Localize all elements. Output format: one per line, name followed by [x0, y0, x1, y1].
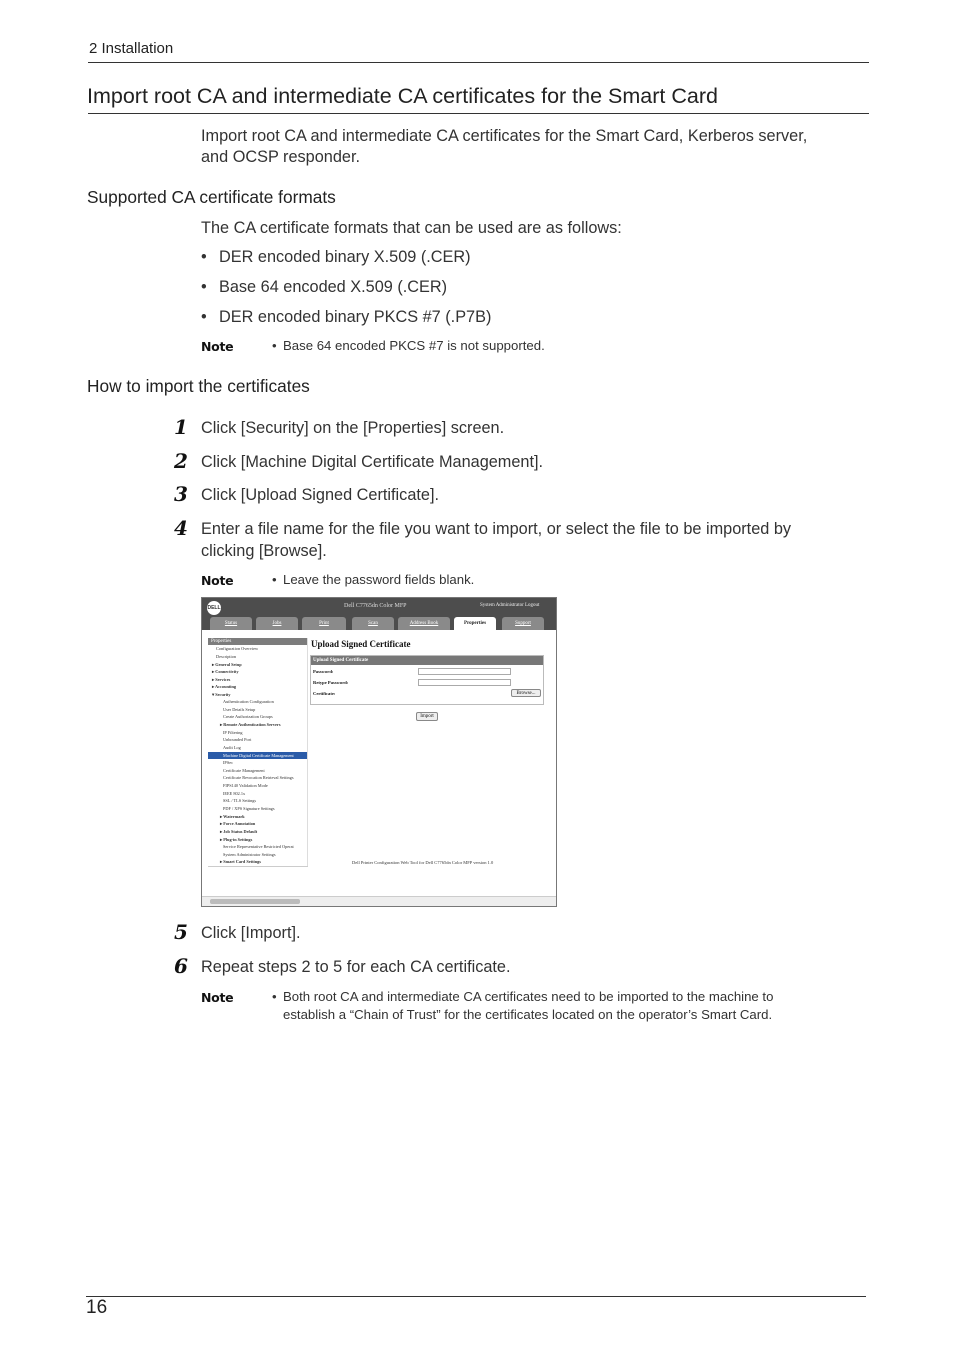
tab-status[interactable]: Status — [210, 617, 252, 630]
step-text: Click [Upload Signed Certificate]. — [201, 486, 439, 504]
note-text — [272, 988, 774, 1006]
note-text-label: Base 64 encoded PKCS #7 is not supported. — [283, 338, 545, 353]
formats-heading: Supported CA certificate formats — [87, 187, 336, 207]
note-text — [272, 571, 475, 589]
step-text: Click [Import]. — [201, 924, 301, 942]
sidebar-divider — [208, 866, 308, 867]
sidebar-item[interactable]: ▸ Job Status Default — [220, 829, 258, 834]
sidebar-item[interactable]: ▸ Accounting — [212, 684, 237, 689]
screenshot — [201, 597, 557, 907]
note-text-label: Both root CA and intermediate CA certificates need to be imported to the machine to — [283, 989, 774, 1004]
footer-rule — [86, 1296, 866, 1297]
sidebar-item[interactable]: Certificate Revocation Retrieval Settings — [223, 775, 294, 780]
sidebar-item[interactable]: Audit Log — [223, 745, 241, 750]
import-button[interactable]: Import — [416, 712, 438, 721]
bullet-icon: • — [201, 248, 207, 266]
sidebar-item[interactable]: Certificate Management — [223, 768, 265, 773]
note-text-cont: establish a “Chain of Trust” for the certificates located on the operator’s Smart Card. — [283, 1007, 773, 1022]
sidebar-item[interactable]: Service Representative Restricted Operat — [223, 844, 294, 849]
sidebar-item-label: General Setup — [215, 662, 242, 667]
bullet-icon: • — [272, 572, 277, 587]
sidebar-item[interactable]: ▸ General Setup — [212, 662, 242, 667]
tab-properties[interactable]: Properties — [454, 617, 496, 630]
chapter-header: 2 Installation — [89, 40, 174, 57]
tab-address-book[interactable]: Address Book — [398, 617, 450, 630]
sidebar-item-label: Force Annotation — [223, 821, 256, 826]
formats-intro: The CA certificate formats that can be used are as follows: — [201, 219, 622, 237]
sidebar-item[interactable]: ▸ Force Annotation — [220, 821, 256, 826]
howto-heading: How to import the certificates — [87, 376, 310, 396]
note-label: Note — [201, 990, 234, 1005]
password-label: Password: — [313, 669, 334, 674]
step-number: 1 — [174, 415, 188, 439]
bullet-icon: • — [201, 308, 207, 326]
password-field[interactable] — [418, 668, 511, 675]
format-item — [201, 278, 448, 297]
section-title: Import root CA and intermediate CA certificates for the Smart Card — [87, 84, 718, 108]
sidebar-item[interactable]: IPSec — [223, 760, 234, 765]
sidebar-item[interactable]: System Administrator Settings — [223, 852, 276, 857]
step-text: Click [Security] on the [Properties] screen. — [201, 419, 505, 437]
sidebar-item-label: Accounting — [215, 684, 237, 689]
header-rule — [88, 62, 869, 63]
sidebar-item-label: Watermark — [223, 814, 245, 819]
sidebar-heading: Properties — [208, 638, 308, 645]
pane-divider — [307, 638, 308, 866]
step-number: 2 — [174, 449, 188, 473]
retype-password-label: Retype Password: — [313, 680, 349, 685]
retype-password-field[interactable] — [418, 679, 511, 686]
tab-jobs[interactable]: Jobs — [256, 617, 298, 630]
sidebar-item-label: Security — [215, 692, 231, 697]
sidebar-item[interactable]: ▸ Plug-in Settings — [220, 837, 253, 842]
sidebar-item[interactable]: FIPS140 Validation Mode — [223, 783, 268, 788]
note-text-label: Leave the password fields blank. — [283, 572, 475, 587]
sidebar-item[interactable]: User Details Setup — [223, 707, 256, 712]
sidebar-item[interactable]: ▸ Services — [212, 677, 231, 682]
step-number: 4 — [174, 516, 188, 540]
format-item — [201, 248, 471, 267]
upload-panel — [310, 655, 544, 705]
scrollbar-thumb[interactable] — [210, 899, 300, 904]
note-text — [272, 337, 545, 355]
sidebar-item[interactable]: IP Filtering — [223, 730, 243, 735]
intro-line-1: Import root CA and intermediate CA certificates for the Smart Card, Kerberos server, — [201, 127, 808, 145]
certificate-label: Certificate: — [313, 691, 336, 696]
format-item — [201, 308, 492, 327]
sidebar-item[interactable]: Authentication Configuration — [223, 699, 274, 704]
screenshot-footer: Dell Printer Configuration Web Tool for Dell C7765dn Color MFP version 1.0 — [352, 860, 494, 865]
format-item-label: DER encoded binary PKCS #7 (.P7B) — [219, 308, 492, 326]
tab-print[interactable]: Print — [302, 617, 346, 630]
tab-support[interactable]: Support — [502, 617, 544, 630]
step-number: 3 — [174, 482, 188, 506]
format-item-label: DER encoded binary X.509 (.CER) — [219, 248, 471, 266]
sidebar-item-label: Plug-in Settings — [223, 837, 253, 842]
dell-logo: DELL — [207, 601, 221, 615]
sidebar-item[interactable]: ▸ Smart Card Settings — [220, 859, 261, 864]
bullet-icon: • — [272, 989, 277, 1004]
sidebar-item[interactable]: SSL / TLS Settings — [223, 798, 257, 803]
bullet-icon: • — [272, 338, 277, 353]
step-text: Click [Machine Digital Certificate Management]. — [201, 453, 544, 471]
sidebar-item[interactable]: Unbounded Port — [223, 737, 252, 742]
sidebar-item[interactable]: ▾ Security — [212, 692, 231, 697]
sidebar-item[interactable]: Create Authorization Groups — [223, 714, 273, 719]
note-label: Note — [201, 573, 234, 588]
sidebar-item[interactable]: ▸ Watermark — [220, 814, 245, 819]
title-rule — [88, 113, 869, 114]
step-text-cont: clicking [Browse]. — [201, 542, 327, 560]
sidebar-item[interactable]: ▸ Remote Authentication Servers — [220, 722, 281, 727]
tab-scan[interactable]: Scan — [352, 617, 394, 630]
browse-button[interactable]: Browse... — [511, 689, 541, 697]
format-item-label: Base 64 encoded X.509 (.CER) — [219, 278, 448, 296]
sidebar-item-label: Smart Card Settings — [223, 859, 261, 864]
sidebar-item[interactable]: Configuration Overview — [216, 646, 259, 651]
page-title: Upload Signed Certificate — [311, 639, 411, 649]
step-text: Repeat steps 2 to 5 for each CA certificate. — [201, 958, 511, 976]
sidebar-item[interactable]: ▸ Connectivity — [212, 669, 239, 674]
step-number: 5 — [174, 920, 188, 944]
page-number: 16 — [86, 1297, 108, 1318]
step-number: 6 — [174, 954, 188, 978]
note-label: Note — [201, 339, 234, 354]
sidebar-item-label: Services — [215, 677, 231, 682]
screenshot-header — [202, 598, 556, 630]
sidebar-item-label: Connectivity — [215, 669, 239, 674]
user-link[interactable]: System Administrator Logout — [480, 603, 540, 608]
sidebar-item[interactable]: PDF / XPS Signature Settings — [223, 806, 275, 811]
sidebar-item-selected[interactable]: Machine Digital Certificate Management — [208, 752, 308, 759]
sidebar-item[interactable]: Description — [216, 654, 237, 659]
step-text: Enter a file name for the file you want to import, or select the file to be imported by — [201, 520, 792, 538]
intro-line-2: and OCSP responder. — [201, 148, 360, 166]
model-name: Dell C7765dn Color MFP — [344, 603, 407, 609]
sidebar-item[interactable]: IEEE 802.1x — [223, 791, 246, 796]
sidebar-item-label: Remote Authentication Servers — [223, 722, 281, 727]
bullet-icon: • — [201, 278, 207, 296]
sidebar-item-label: Job Status Default — [223, 829, 258, 834]
panel-title: Upload Signed Certificate — [311, 656, 543, 665]
horizontal-scrollbar[interactable] — [202, 896, 556, 906]
